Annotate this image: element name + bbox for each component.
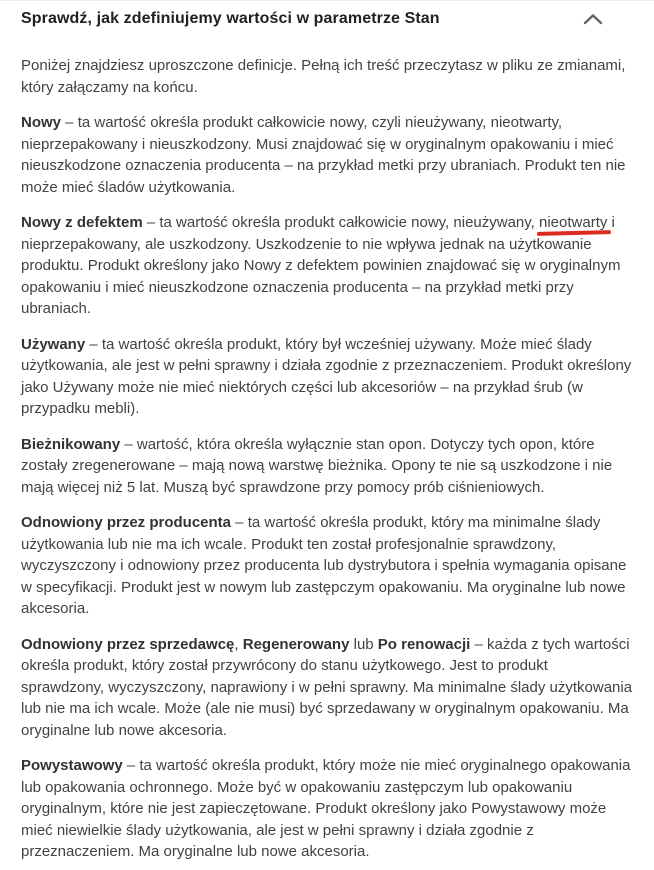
paragraph-text: – ta wartość określa produkt całkowicie nowy, nieużywany, bbox=[142, 214, 539, 231]
paragraph-text: i nieprzepakowany, ale uszkodzony. Uszkodzenie to nie wpływa jednak na użytkowanie produktu. Produkt określony jako Nowy z defektem powinien znajdować się w oryginalnym opakowaniu i mieć nieuszkodzone oznaczenia producenta – na przykład metki przy ubraniach. bbox=[21, 214, 621, 317]
definition-uzywany bbox=[21, 334, 633, 420]
red-underlined-word: nieotwarty bbox=[539, 214, 608, 231]
definition-powystawowy bbox=[21, 755, 633, 863]
definition-bieznikowany bbox=[21, 434, 633, 499]
chevron-up-icon bbox=[582, 14, 604, 29]
definition-term: Bieżnikowany bbox=[21, 435, 121, 453]
definition-term: Nowy bbox=[21, 114, 62, 131]
paragraph-text: Poniżej znajdziesz uproszczone definicje. Pełną ich treść przeczytasz w pliku ze zmianami, który załączamy na końcu. bbox=[21, 57, 626, 96]
paragraph-text: lub bbox=[349, 635, 378, 653]
definition-term: Odnowiony przez sprzedawcę bbox=[21, 635, 235, 653]
paragraph-text: – ta wartość określa produkt, który był wcześniej używany. Może mieć ślady użytkowania, ale jest w pełni sprawny i działa zgodnie z przeznaczeniem. Produkt określony jako Używany może nie mieć niektórych części lub akcesoriów – na przykład śrub (w przypadku mebli). bbox=[21, 335, 632, 417]
definition-term: Powystawowy bbox=[21, 757, 123, 774]
paragraph-text: – ta wartość określa produkt, który ma minimalne ślady użytkowania lub nie ma ich wcale. Produkt ten został profesjonalnie sprawdzony, wyczyszczony i odnowiony przez producenta lub dystrybutora i spełnia wymagania opisane w specyfikacji. Produkt jest w nowym lub zastępczym opakowaniu. Ma oryginalne lub nowe akcesoria. bbox=[21, 514, 627, 617]
collapse-button[interactable] bbox=[580, 10, 606, 28]
accordion-title: Sprawdź, jak zdefiniujemy wartości w parametrze Stan bbox=[21, 10, 440, 27]
paragraph-text: – każda z tych wartości określa produkt, który został przywrócony do stanu użytkowego. Jest to produkt sprawdzony, wyczyszczony, naprawiony i w pełni sprawny. Ma minimalne ślady użytkowania lub nie ma ich wcale. Może (ale nie musi) być sprzedawany w oryginalnym opakowaniu. Ma oryginalne lub nowe akcesoria. bbox=[21, 635, 633, 739]
accordion-header[interactable] bbox=[21, 9, 633, 29]
definition-term: Po renowacji bbox=[377, 635, 471, 653]
definition-term: Odnowiony przez producenta bbox=[21, 514, 232, 531]
intro-paragraph bbox=[21, 55, 633, 98]
definitions-content bbox=[21, 55, 633, 863]
definition-nowy-z-defektem bbox=[21, 212, 633, 320]
paragraph-text: – ta wartość określa produkt, który może nie mieć oryginalnego opakowania lub opakowania ochronnego. Może być w opakowaniu zastępczym lub opakowaniu oryginalnym, które nie jest zapieczętowane. Produkt określony jako Powystawowy może mieć niewielkie ślady użytkowania, ale jest w pełni sprawny i działa zgodnie z przeznaczeniem. Ma oryginalne lub nowe akcesoria. bbox=[21, 757, 631, 860]
definition-term: Używany bbox=[21, 335, 86, 353]
paragraph-text: – ta wartość określa produkt całkowicie nowy, czyli nieużywany, nieotwarty, nieprzepakowany i nieuszkodzony. Musi znajdować się w oryginalnym opakowaniu i mieć nieuszkodzone oznaczenia producenta – na przykład metki przy ubraniach. Produkt ten nie może mieć śladów użytkowania. bbox=[21, 114, 626, 196]
definition-term: Regenerowany bbox=[242, 635, 350, 653]
definition-nowy bbox=[21, 112, 633, 198]
definition-odnowiony-przez-sprzedawce bbox=[21, 634, 633, 742]
definition-odnowiony-przez-producenta bbox=[21, 512, 633, 620]
paragraph-text: , bbox=[234, 635, 243, 653]
definition-term: Nowy z defektem bbox=[21, 214, 143, 231]
paragraph-text: – wartość, która określa wyłącznie stan opon. Dotyczy tych opon, które zostały zregenerowane – mają nową warstwę bieżnika. Opony te nie są uszkodzone i nie mają więcej niż 5 lat. Muszą być sprawdzone przy pomocy prób ciśnieniowych. bbox=[21, 435, 613, 496]
